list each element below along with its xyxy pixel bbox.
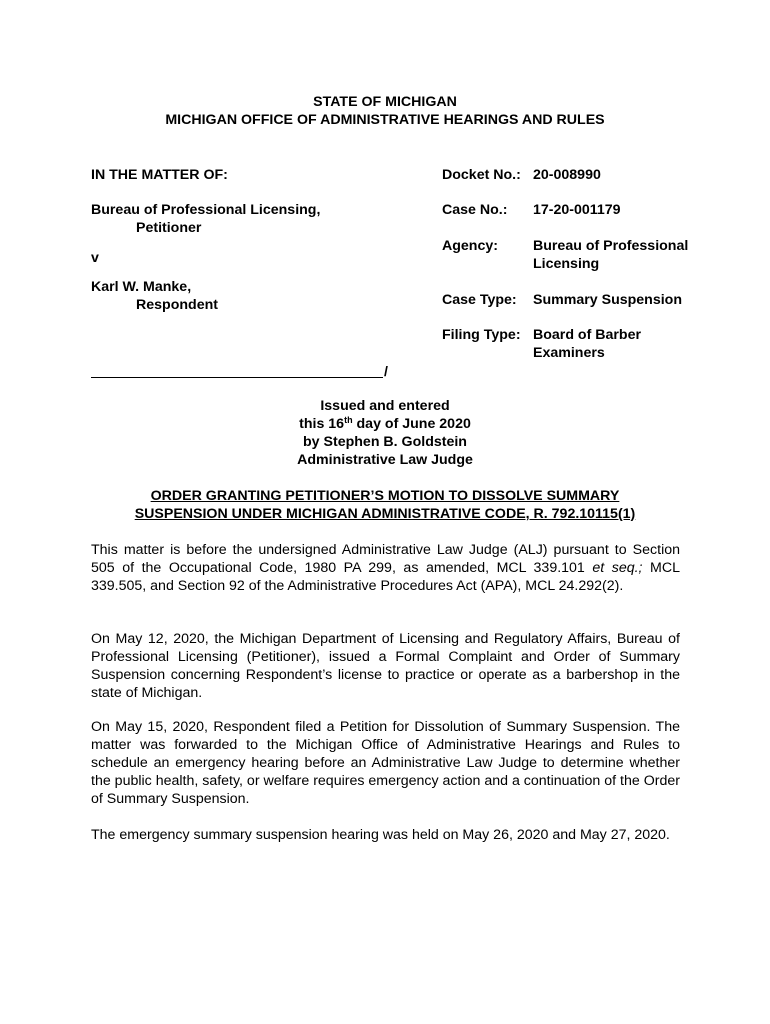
case-value: 17-20-001179: [533, 202, 621, 218]
paragraph-1-em: et seq.;: [592, 560, 643, 576]
paragraph-2: On May 12, 2020, the Michigan Department of Licensing and Regulatory Affairs, Bureau of Professional Licensing (Petitioner), issued a Formal Complaint and Order of Summary Suspension concerning Respondent’s license to practice or operate as a barbershop in the state of Michigan.: [91, 631, 680, 701]
respondent-role: Respondent: [136, 297, 218, 313]
header-office: MICHIGAN OFFICE OF ADMINISTRATIVE HEARINGS AND RULES: [165, 112, 605, 128]
paragraph-1-b: MCL 339.505, and Section 92 of the Administrative Procedures Act (APA), MCL 24.292(2).: [91, 560, 680, 594]
case-label: Case No.:: [442, 202, 508, 218]
petitioner-role: Petitioner: [136, 220, 202, 236]
header-state: STATE OF MICHIGAN: [313, 94, 457, 110]
issued-date-sup: th: [344, 415, 353, 425]
filing-type-value-line2: Examiners: [533, 345, 605, 361]
docket-value: 20-008990: [533, 167, 601, 183]
paragraph-4: The emergency summary suspension hearing was held on May 26, 2020 and May 27, 2020.: [91, 827, 670, 843]
issued-date-pre: this 16: [299, 416, 345, 432]
issued-date: [0, 415, 770, 433]
order-title-line2: [0, 505, 770, 523]
respondent-name: Karl W. Manke,: [91, 279, 192, 295]
agency-value-line2: Licensing: [533, 256, 600, 272]
caption-slash: /: [384, 364, 388, 380]
filing-type-value-line1: Board of Barber: [533, 327, 641, 343]
paragraph-3: On May 15, 2020, Respondent filed a Petition for Dissolution of Summary Suspension. The matter was forwarded to the Michigan Office of Administrative Hearings and Rules to schedule an emergency hearing before an Administrative Law Judge to determine whether the public health, safety, or welfare requires emergency action and a continuation of the Order of Summary Suspension.: [91, 719, 680, 807]
issued-line1: Issued and entered: [320, 398, 450, 414]
versus-label: v: [91, 250, 99, 266]
order-title-line2-text: SUSPENSION UNDER MICHIGAN ADMINISTRATIVE CODE, R. 792.10115(1): [134, 506, 636, 522]
filing-type-label: Filing Type:: [442, 327, 521, 343]
paragraph-1: [91, 541, 680, 595]
matter-label: IN THE MATTER OF:: [91, 167, 228, 183]
petitioner-name: Bureau of Professional Licensing,: [91, 202, 321, 218]
agency-label: Agency:: [442, 238, 498, 254]
caption-rule: [91, 377, 383, 378]
issued-judge: by Stephen B. Goldstein: [303, 434, 467, 450]
order-title-line1: [0, 487, 770, 505]
issued-date-post: day of June 2020: [352, 416, 471, 432]
case-type-label: Case Type:: [442, 292, 517, 308]
order-title-line1-text: ORDER GRANTING PETITIONER’S MOTION TO DISSOLVE SUMMARY: [150, 488, 620, 504]
docket-label: Docket No.:: [442, 167, 521, 183]
paragraph-1-a: This matter is before the undersigned Administrative Law Judge (ALJ) pursuant to Section 505 of the Occupational Code, 1980 PA 299, as amended, MCL 339.101: [91, 542, 680, 576]
agency-value-line1: Bureau of Professional: [533, 238, 689, 254]
issued-title: Administrative Law Judge: [297, 452, 473, 468]
case-type-value: Summary Suspension: [533, 292, 683, 308]
